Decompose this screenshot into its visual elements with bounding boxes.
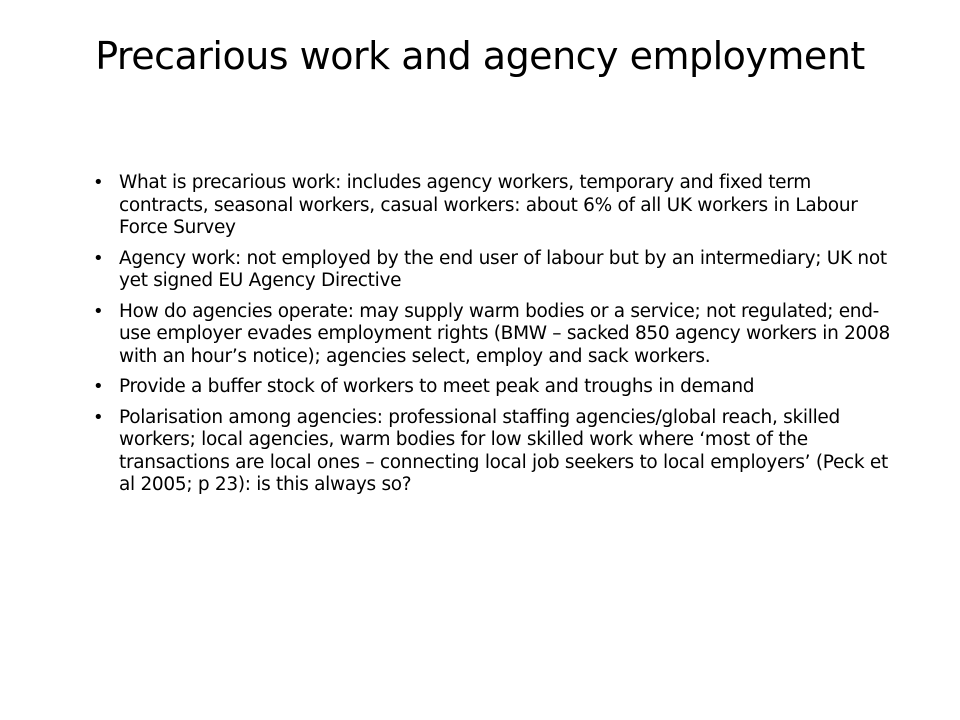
bullet-dot-icon: • (93, 300, 104, 322)
slide-title: Precarious work and agency employment (95, 34, 865, 78)
bullet-item-buffer-stock (93, 376, 893, 399)
bullet-item-precarious-work (93, 172, 893, 240)
bullet-item-polarisation (93, 407, 893, 497)
bullet-item-agencies-operate (93, 301, 893, 369)
bullet-text: What is precarious work: includes agency workers, temporary and fixed term contracts, seasonal workers, casual workers: about 6% of all UK workers in Labour Force Survey (119, 172, 858, 238)
bullet-dot-icon: • (93, 376, 104, 397)
bullet-text: Agency work: not employed by the end user of labour but by an intermediary; UK not yet signed EU Agency Directive (119, 247, 887, 291)
bullet-dot-icon: • (93, 406, 104, 428)
bullet-item-agency-work (93, 248, 893, 293)
bullet-dot-icon: • (93, 247, 104, 269)
bullet-text: How do agencies operate: may supply warm bodies or a service; not regulated; end-use employer evades employment rights (BMW – sacked 850 agency workers in 2008 with an hour’s notice); agencies select, employ and sack workers. (119, 300, 890, 367)
bullet-text: Polarisation among agencies: professional staffing agencies/global reach, skilled workers; local agencies, warm bodies for low skilled work where ‘most of the transactions are local ones – connecting local job seekers to local employers’ (Peck et al 2005; p 23): is this always so? (119, 406, 888, 495)
bullet-text: Provide a buffer stock of workers to meet peak and troughs in demand (119, 376, 755, 397)
bullet-dot-icon: • (93, 172, 104, 193)
bullet-list (93, 172, 893, 505)
